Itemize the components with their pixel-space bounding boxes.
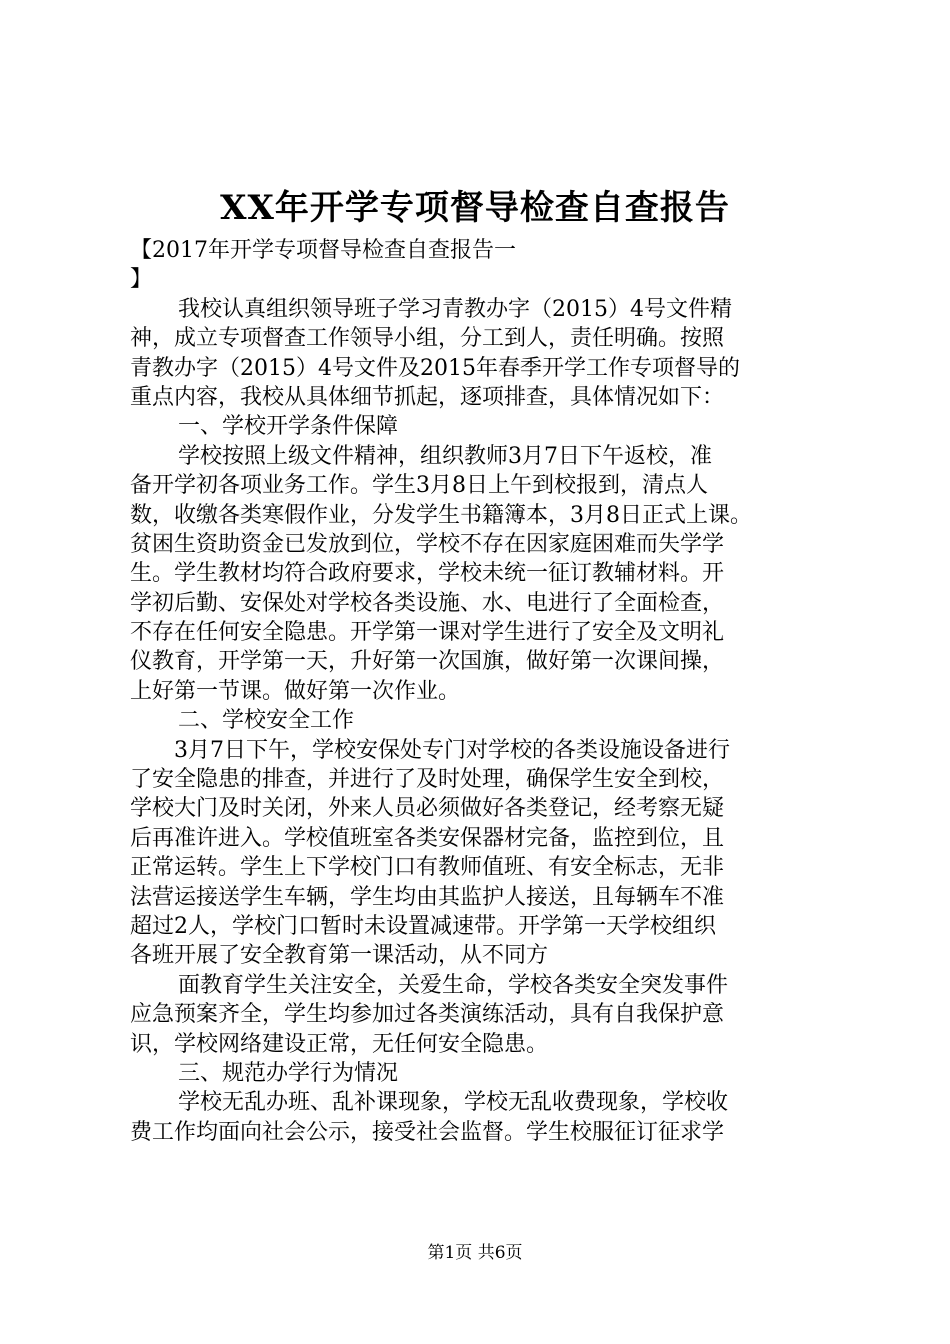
text-line: 青教办字（2015）4号文件及2015年春季开学工作专项督导的 bbox=[130, 355, 740, 381]
text-line: 不存在任何安全隐患。开学第一课对学生进行了安全及文明礼 bbox=[130, 620, 725, 646]
text-line: 费工作均面向社会公示，接受社会监督。学生校服征订征求学 bbox=[130, 1119, 725, 1145]
text-line: 超过2人，学校门口暂时未设置减速带。开学第一天学校组织 bbox=[130, 913, 716, 939]
document-body bbox=[130, 236, 830, 1147]
text-line: 我校认真组织领导班子学习青教办字（2015）4号文件精 bbox=[178, 296, 732, 322]
text-line: 各班开展了安全教育第一课活动，从不同方 bbox=[130, 943, 549, 969]
text-line: 学校无乱办班、乱补课现象，学校无乱收费现象，学校收 bbox=[178, 1090, 729, 1116]
text-line: 重点内容，我校从具体细节抓起，逐项排查，具体情况如下： bbox=[130, 384, 725, 410]
text-line: 学校按照上级文件精神，组织教师3月7日下午返校，准 bbox=[178, 443, 712, 469]
text-line: 法营运接送学生车辆，学生均由其监护人接送，且每辆车不准 bbox=[130, 884, 725, 910]
text-line: 学初后勤、安保处对学校各类设施、水、电进行了全面检查， bbox=[130, 590, 725, 616]
section-heading: 一、学校开学条件保障 bbox=[178, 414, 399, 440]
text-line: 【2017年开学专项督导检查自查报告一 bbox=[130, 238, 516, 263]
page-footer: 第1页 共6页 bbox=[427, 1243, 523, 1263]
text-line: 3月7日下午，学校安保处专门对学校的各类设施设备进行 bbox=[174, 737, 730, 763]
text-line: 备开学初各项业务工作。学生3月8日上午到校报到，清点人 bbox=[130, 473, 708, 499]
text-line: 神，成立专项督查工作领导小组，分工到人，责任明确。按照 bbox=[130, 326, 725, 352]
text-line: 正常运转。学生上下学校门口有教师值班、有安全标志，无非 bbox=[130, 855, 725, 881]
document-title: XX年开学专项督导检查自查报告 bbox=[220, 188, 730, 228]
text-line: 生。学生教材均符合政府要求，学校未统一征订教辅材料。开 bbox=[130, 561, 725, 587]
text-line: 】 bbox=[130, 267, 153, 293]
text-line: 识，学校网络建设正常，无任何安全隐患。 bbox=[130, 1031, 549, 1057]
text-line: 了安全隐患的排查，并进行了及时处理，确保学生安全到校， bbox=[130, 767, 725, 793]
text-line: 贫困生资助资金已发放到位，学校不存在因家庭困难而失学学 bbox=[130, 531, 725, 557]
text-line: 数，收缴各类寒假作业，分发学生书籍簿本，3月8日正式上课。 bbox=[130, 502, 752, 528]
text-line: 后再准许进入。学校值班室各类安保器材完备，监控到位，且 bbox=[130, 825, 725, 851]
text-line: 上好第一节课。做好第一次作业。 bbox=[130, 678, 461, 704]
text-line: 学校大门及时关闭，外来人员必须做好各类登记，经考察无疑 bbox=[130, 796, 725, 822]
text-line: 应急预案齐全，学生均参加过各类演练活动，具有自我保护意 bbox=[130, 1002, 725, 1028]
text-line: 仪教育，开学第一天，升好第一次国旗，做好第一次课间操， bbox=[130, 649, 725, 675]
section-heading: 二、学校安全工作 bbox=[178, 708, 355, 734]
section-heading: 三、规范办学行为情况 bbox=[178, 1060, 399, 1086]
text-line: 面教育学生关注安全，关爱生命，学校各类安全突发事件 bbox=[178, 972, 729, 998]
